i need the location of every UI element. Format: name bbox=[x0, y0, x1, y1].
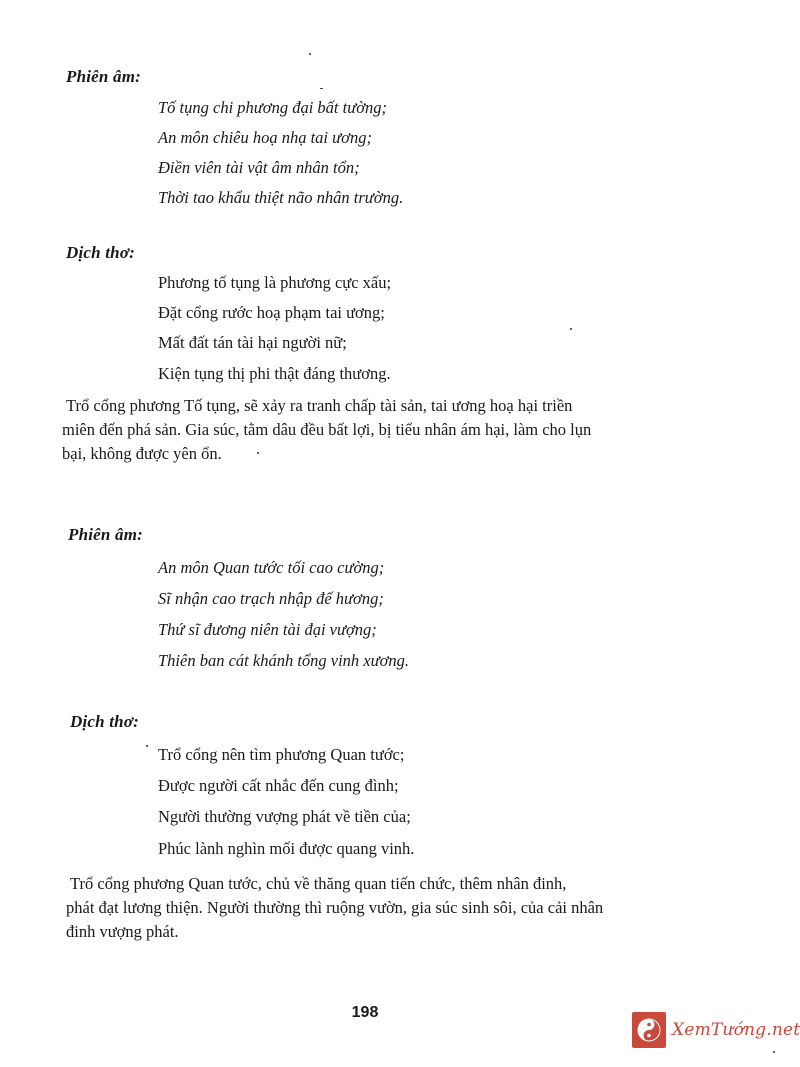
section1-dich-tho-line-4: Kiện tụng thị phi thật đáng thương. bbox=[158, 364, 391, 383]
section2-paragraph-line-2: phát đạt lương thiện. Người thường thì ruộng vườn, gia súc sinh sôi, của cải nhân bbox=[66, 898, 604, 917]
section2-dich-tho-line-4: Phúc lành nghìn mối được quang vinh. bbox=[158, 839, 415, 858]
section2-phien-am-heading: Phiên âm: bbox=[68, 525, 143, 544]
section2-paragraph bbox=[66, 872, 710, 944]
scan-speck bbox=[257, 452, 259, 454]
section2-phien-am-line-3: Thứ sĩ đương niên tài đại vượng; bbox=[158, 620, 377, 639]
section1-phien-am-line-4: Thời tao khẩu thiệt não nhân trường. bbox=[158, 188, 404, 207]
section2-dich-tho-line-2: Được người cất nhắc đến cung đình; bbox=[158, 776, 399, 795]
page-number: 198 bbox=[351, 1004, 379, 1021]
scan-speck bbox=[146, 745, 148, 747]
section1-dich-tho-heading: Dịch thơ: bbox=[66, 243, 136, 262]
section2-dich-tho-line-3: Người thường vượng phát về tiền của; bbox=[158, 807, 411, 826]
section2-phien-am-line-4: Thiên ban cát khánh tổng vinh xương. bbox=[158, 651, 410, 670]
section1-dich-tho-line-2: Đặt cổng rước hoạ phạm tai ương; bbox=[158, 303, 385, 322]
scan-speck bbox=[570, 328, 572, 330]
scan-speck bbox=[773, 1051, 775, 1053]
watermark-brand: XemTướng.net bbox=[672, 1020, 800, 1040]
section1-paragraph bbox=[62, 394, 706, 466]
section1-dich-tho-line-3: Mất đất tán tài hại người nữ; bbox=[158, 333, 347, 352]
section1-paragraph-line-3: bại, không được yên ổn. bbox=[62, 444, 222, 463]
section1-dich-tho-line-1: Phương tố tụng là phương cực xấu; bbox=[158, 273, 392, 292]
section2-dich-tho-heading: Dịch thơ: bbox=[70, 712, 140, 731]
scan-speck bbox=[320, 88, 323, 89]
section1-paragraph-line-1: Trổ cổng phương Tố tụng, sẽ xảy ra tranh chấp tài sản, tai ương hoạ hại triền bbox=[66, 396, 573, 415]
yin-yang-icon bbox=[632, 1012, 666, 1048]
section1-phien-am-line-1: Tố tụng chi phương đại bất tường; bbox=[158, 98, 388, 117]
section2-dich-tho-line-1: Trổ cổng nên tìm phương Quan tước; bbox=[158, 745, 405, 764]
section1-phien-am-line-3: Điền viên tài vật âm nhân tổn; bbox=[158, 158, 360, 177]
scan-speck bbox=[309, 53, 311, 55]
section2-paragraph-line-1: Trổ cổng phương Quan tước, chủ về thăng quan tiến chức, thêm nhân đinh, bbox=[70, 874, 567, 893]
watermark bbox=[632, 1010, 800, 1050]
section1-phien-am-line-2: An môn chiêu hoạ nhạ tai ương; bbox=[158, 128, 372, 147]
section2-phien-am-line-2: Sĩ nhận cao trạch nhập đế hương; bbox=[158, 589, 384, 608]
section2-paragraph-line-3: đinh vượng phát. bbox=[66, 922, 179, 941]
section1-phien-am-heading: Phiên âm: bbox=[66, 67, 141, 86]
section2-phien-am-line-1: An môn Quan tước tối cao cường; bbox=[158, 558, 385, 577]
section1-paragraph-line-2: miên đến phá sản. Gia súc, tằm dâu đều bất lợi, bị tiểu nhân ám hại, làm cho lụn bbox=[62, 420, 592, 439]
